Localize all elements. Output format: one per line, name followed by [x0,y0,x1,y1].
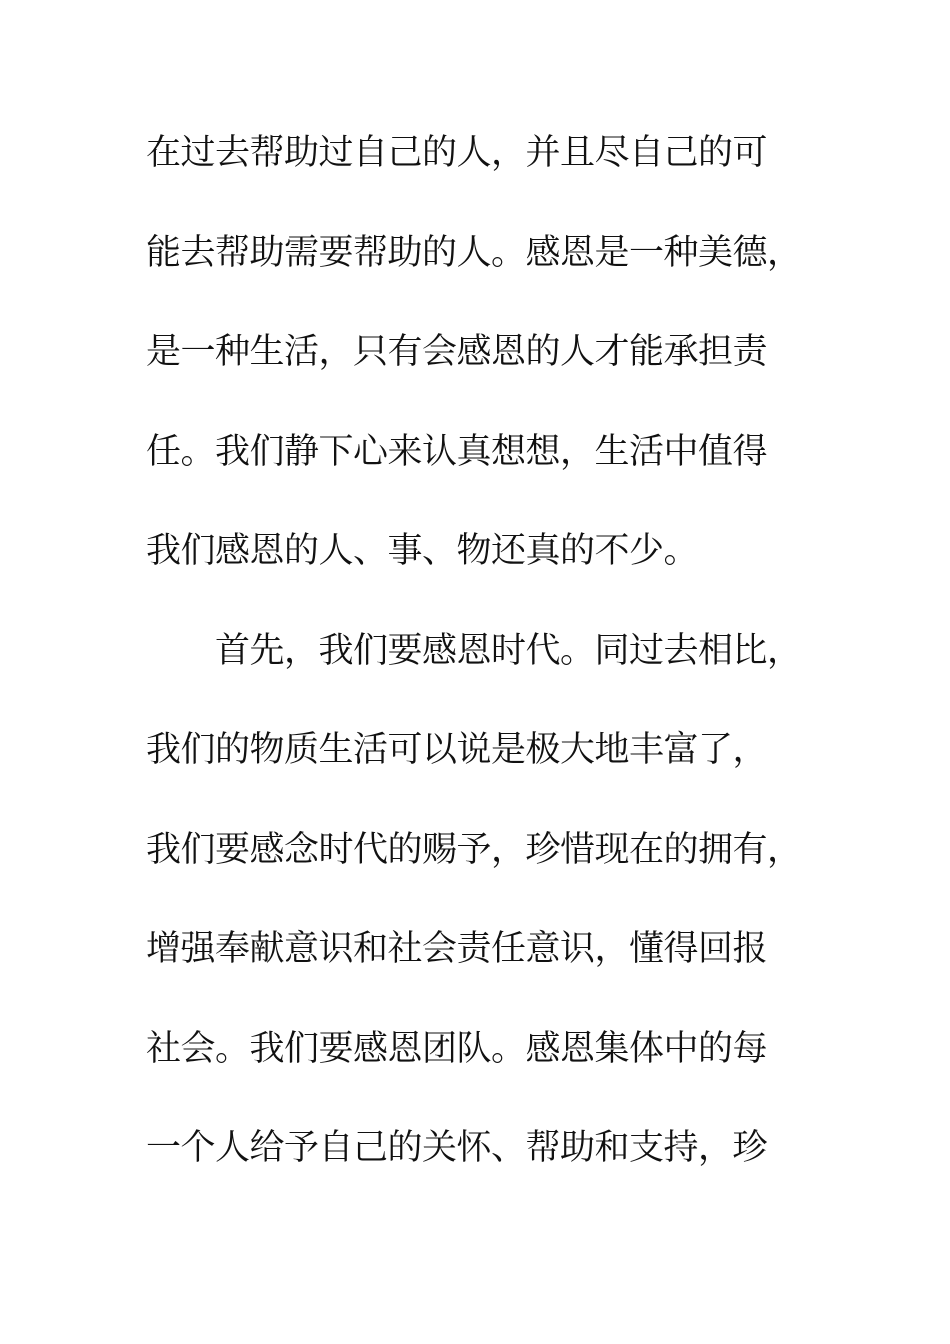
text-line-11: 一个人给予自己的关怀、帮助和支持，珍 [146,1128,768,1168]
text-line-2: 能去帮助需要帮助的人。感恩是一种美德， [146,232,802,273]
text-line-6: 首先，我们要感恩时代。同过去相比， [146,630,802,671]
text-line-5: 我们感恩的人、事、物还真的不少。 [146,531,699,571]
text-line-7: 我们的物质生活可以说是极大地丰富了， [146,730,768,770]
text-line-3: 是一种生活，只有会感恩的人才能承担责 [146,332,768,372]
text-line-1: 在过去帮助过自己的人，并且尽自己的可 [146,133,768,173]
text-line-4: 任。我们静下心来认真想想，生活中值得 [146,431,768,472]
text-line-9: 增强奉献意识和社会责任意识，懂得回报 [146,929,768,969]
body-text [146,126,826,1221]
text-line-10: 社会。我们要感恩团队。感恩集体中的每 [146,1028,768,1069]
text-line-8: 我们要感念时代的赐予，珍惜现在的拥有， [146,829,802,870]
